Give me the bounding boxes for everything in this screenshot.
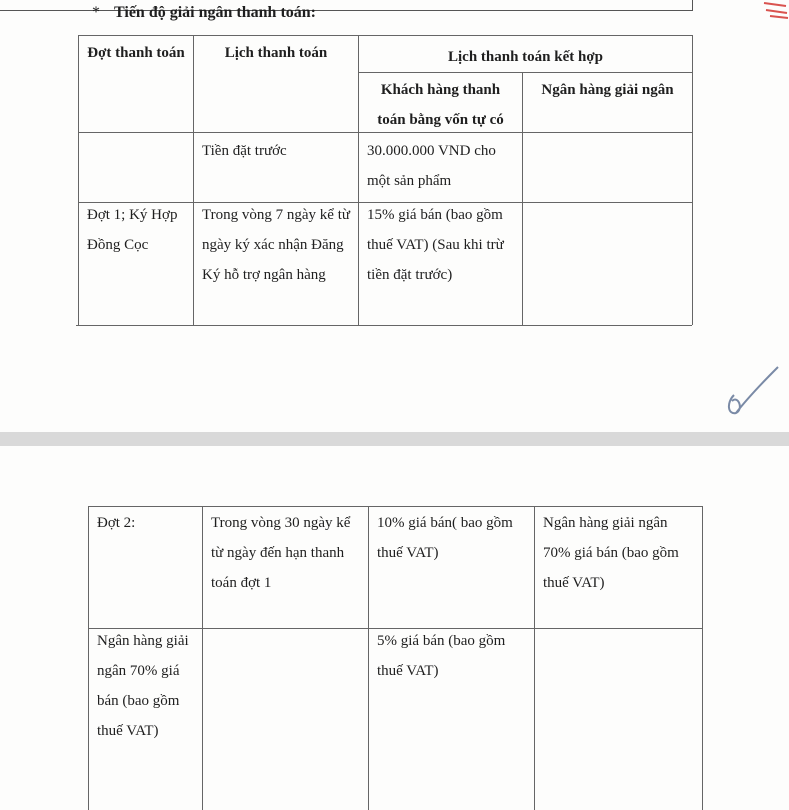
row2-phase: Đợt 1; Ký Hợp Đồng Cọc [87,207,178,253]
header-payment-phase: Đợt thanh toán [87,45,185,61]
row1-phase [79,134,193,138]
document-page-2 [0,446,789,810]
row1-self-funded: 30.000.000 VND cho một sản phẩm [367,143,496,189]
row4-bank [535,624,702,628]
section-heading [92,4,316,22]
header-self-funded: Khách hàng thanh toán bằng vốn tự có [377,82,504,128]
row3-bank: Ngân hàng giải ngân 70% giá bán (bao gồm thuế VAT) [543,515,679,591]
row3-schedule: Trong vòng 30 ngày kể từ ngày đến hạn thanh toán đợt 1 [211,515,351,591]
row3-self-funded: 10% giá bán( bao gồm thuế VAT) [377,515,513,561]
heading-title: Tiến độ giải ngân thanh toán: [114,4,316,21]
row2-schedule: Trong vòng 7 ngày kể từ ngày ký xác nhận Đăng Ký hỗ trợ ngân hàng [202,207,350,283]
row4-self-funded: 5% giá bán (bao gồm thuế VAT) [377,633,506,679]
header-payment-schedule: Lịch thanh toán [224,45,328,61]
row2-self-funded: 15% giá bán (bao gồm thuế VAT) (Sau khi trừ tiền đặt trước) [367,207,504,283]
red-stamp-edge [760,0,789,22]
row1-schedule: Tiền đặt trước [202,143,287,159]
header-bank-disbursement: Ngân hàng giải ngân [541,82,674,98]
row3-phase: Đợt 2: [97,515,136,531]
row4-schedule [203,624,368,628]
signature-mark [722,365,782,427]
header-combined-schedule: Lịch thanh toán kết hợp [447,49,604,65]
row1-bank [523,134,692,138]
heading-bullet: * [92,4,100,21]
page-separator [0,432,789,446]
row2-bank [523,198,692,202]
row4-phase: Ngân hàng giải ngân 70% giá bán (bao gồm thuế VAT) [97,633,189,739]
